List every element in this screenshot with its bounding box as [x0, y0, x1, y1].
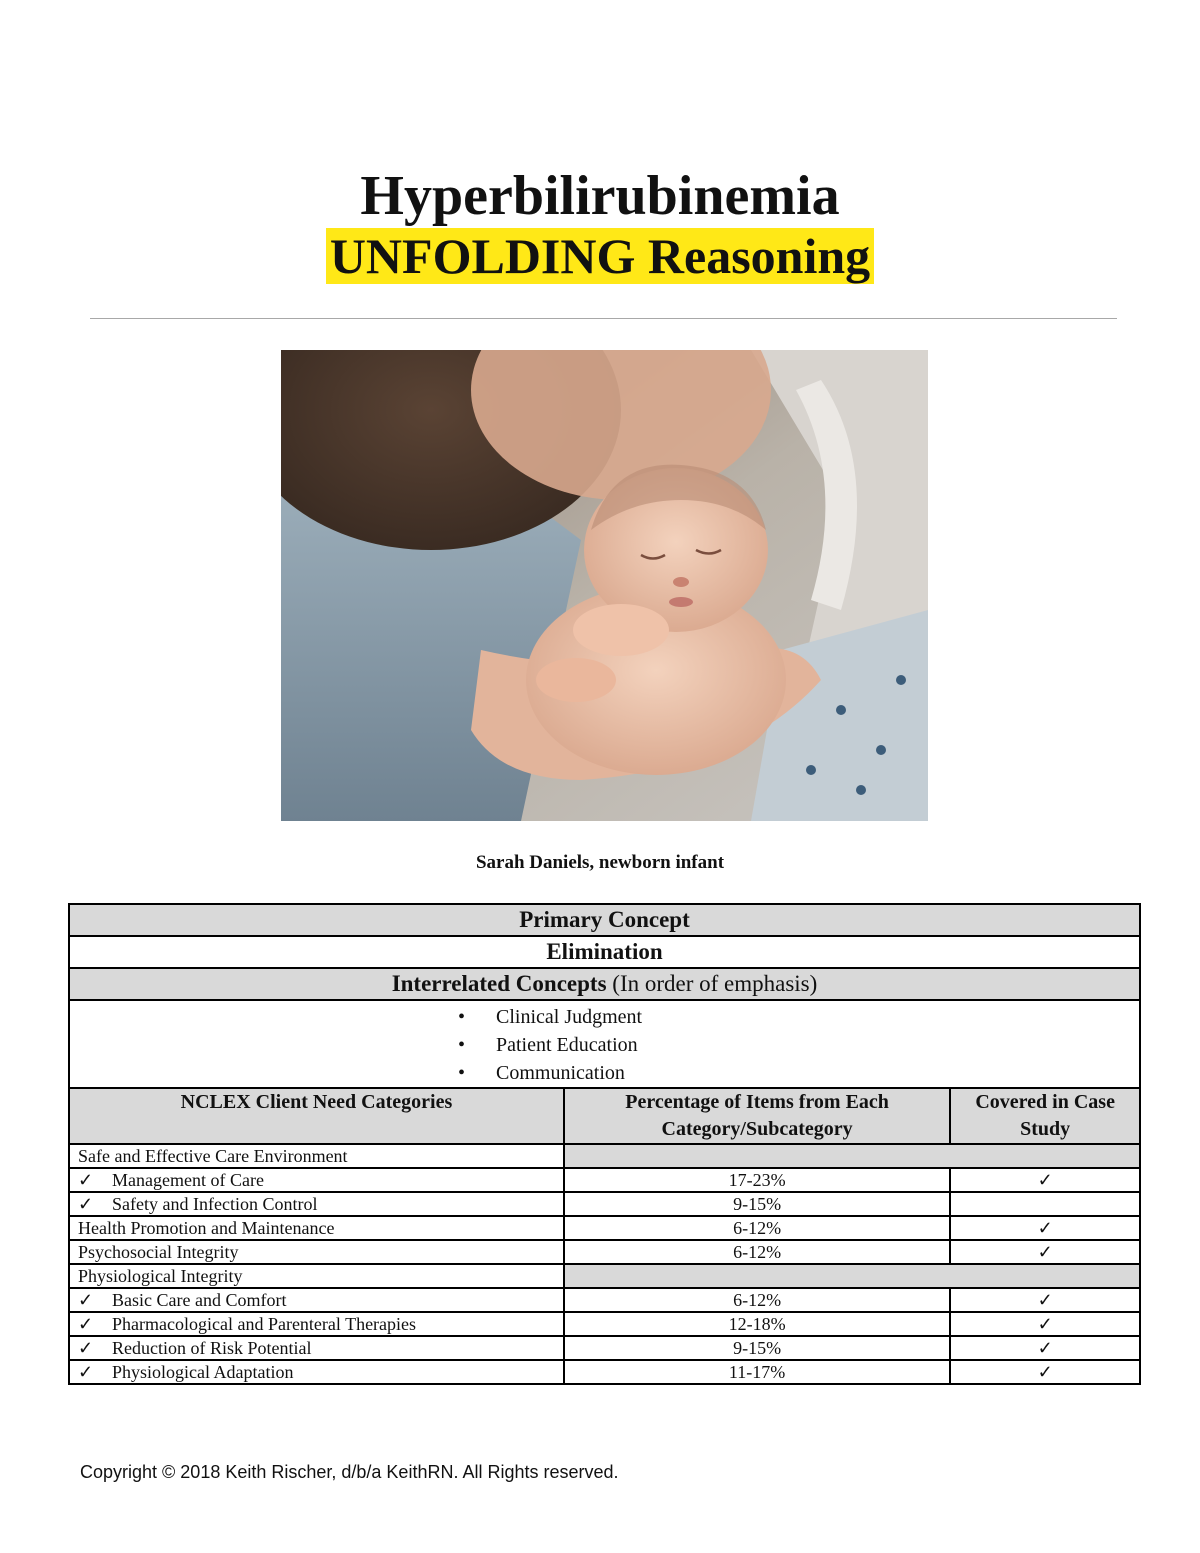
- category-label: Reduction of Risk Potential: [112, 1338, 312, 1358]
- percentage-cell: 12-18%: [564, 1312, 950, 1336]
- covered-cell: [950, 1192, 1140, 1216]
- list-item: • Patient Education: [486, 1031, 1139, 1059]
- percentage-cell: 11-17%: [564, 1360, 950, 1384]
- category-label: Pharmacological and Parenteral Therapies: [112, 1314, 417, 1334]
- interrelated-label: Interrelated Concepts: [391, 971, 607, 996]
- nclex-rows: [69, 1144, 1140, 1384]
- interrelated-concepts-list: [69, 1000, 1140, 1088]
- primary-concept-value: Elimination: [69, 936, 1140, 968]
- table-row: [69, 1192, 1140, 1216]
- category-cell: [69, 1336, 564, 1360]
- category-cell: [69, 1264, 564, 1288]
- category-cell: [69, 1216, 564, 1240]
- table-row: [69, 1288, 1140, 1312]
- interrelated-note: (In order of emphasis): [612, 971, 818, 996]
- list-item: • Communication: [486, 1059, 1139, 1087]
- table-row: [69, 1336, 1140, 1360]
- shaded-cell: [564, 1144, 1140, 1168]
- percentage-cell: 17-23%: [564, 1168, 950, 1192]
- table-row: [69, 1240, 1140, 1264]
- checkmark-icon: ✓: [78, 1170, 94, 1190]
- covered-cell: ✓: [950, 1216, 1140, 1240]
- interrelated-concepts-header: [69, 968, 1140, 1000]
- percentage-cell: 6-12%: [564, 1288, 950, 1312]
- primary-concept-label: Primary Concept: [69, 904, 1140, 936]
- col-header-percentage: Percentage of Items from Each Category/Subcategory: [564, 1088, 950, 1144]
- category-label: Safe and Effective Care Environment: [78, 1146, 348, 1166]
- percentage-cell: 6-12%: [564, 1216, 950, 1240]
- table-row: [69, 1360, 1140, 1384]
- table-row: [69, 1168, 1140, 1192]
- covered-cell: ✓: [950, 1312, 1140, 1336]
- category-label: Management of Care: [112, 1170, 264, 1190]
- checkmark-icon: ✓: [78, 1362, 94, 1382]
- table-row: [69, 1264, 1140, 1288]
- category-cell: [69, 1360, 564, 1384]
- title-block: [0, 165, 1200, 285]
- divider: [90, 318, 1117, 319]
- mother-holding-newborn-photo: [281, 350, 928, 821]
- percentage-cell: 6-12%: [564, 1240, 950, 1264]
- copyright-footer: Copyright © 2018 Keith Rischer, d/b/a KeithRN. All Rights reserved.: [80, 1462, 619, 1482]
- checkmark-icon: ✓: [78, 1194, 94, 1214]
- category-label: Physiological Adaptation: [112, 1362, 294, 1382]
- category-label: Safety and Infection Control: [112, 1194, 318, 1214]
- covered-cell: ✓: [950, 1240, 1140, 1264]
- table-row: [69, 1312, 1140, 1336]
- covered-cell: ✓: [950, 1336, 1140, 1360]
- category-label: Basic Care and Comfort: [112, 1290, 287, 1310]
- category-cell: [69, 1288, 564, 1312]
- table-row: [69, 1216, 1140, 1240]
- col-header-category: NCLEX Client Need Categories: [69, 1088, 564, 1144]
- list-item: • Clinical Judgment: [486, 1003, 1139, 1031]
- table-row: [69, 1144, 1140, 1168]
- covered-cell: ✓: [950, 1288, 1140, 1312]
- category-label: Health Promotion and Maintenance: [78, 1218, 335, 1238]
- page-subtitle: UNFOLDING Reasoning: [326, 228, 874, 284]
- photo-caption: Sarah Daniels, newborn infant: [475, 852, 725, 873]
- col-header-covered: Covered in Case Study: [950, 1088, 1140, 1144]
- shaded-cell: [564, 1264, 1140, 1288]
- category-label: Psychosocial Integrity: [78, 1242, 239, 1262]
- category-label: Physiological Integrity: [78, 1266, 243, 1286]
- concept-table: [68, 903, 1141, 1385]
- covered-cell: ✓: [950, 1168, 1140, 1192]
- covered-cell: ✓: [950, 1360, 1140, 1384]
- percentage-cell: 9-15%: [564, 1336, 950, 1360]
- page-title: Hyperbilirubinemia: [360, 165, 840, 227]
- category-cell: [69, 1240, 564, 1264]
- category-cell: [69, 1192, 564, 1216]
- category-cell: [69, 1312, 564, 1336]
- percentage-cell: 9-15%: [564, 1192, 950, 1216]
- checkmark-icon: ✓: [78, 1314, 94, 1334]
- checkmark-icon: ✓: [78, 1290, 94, 1310]
- category-cell: [69, 1168, 564, 1192]
- checkmark-icon: ✓: [78, 1338, 94, 1358]
- category-cell: [69, 1144, 564, 1168]
